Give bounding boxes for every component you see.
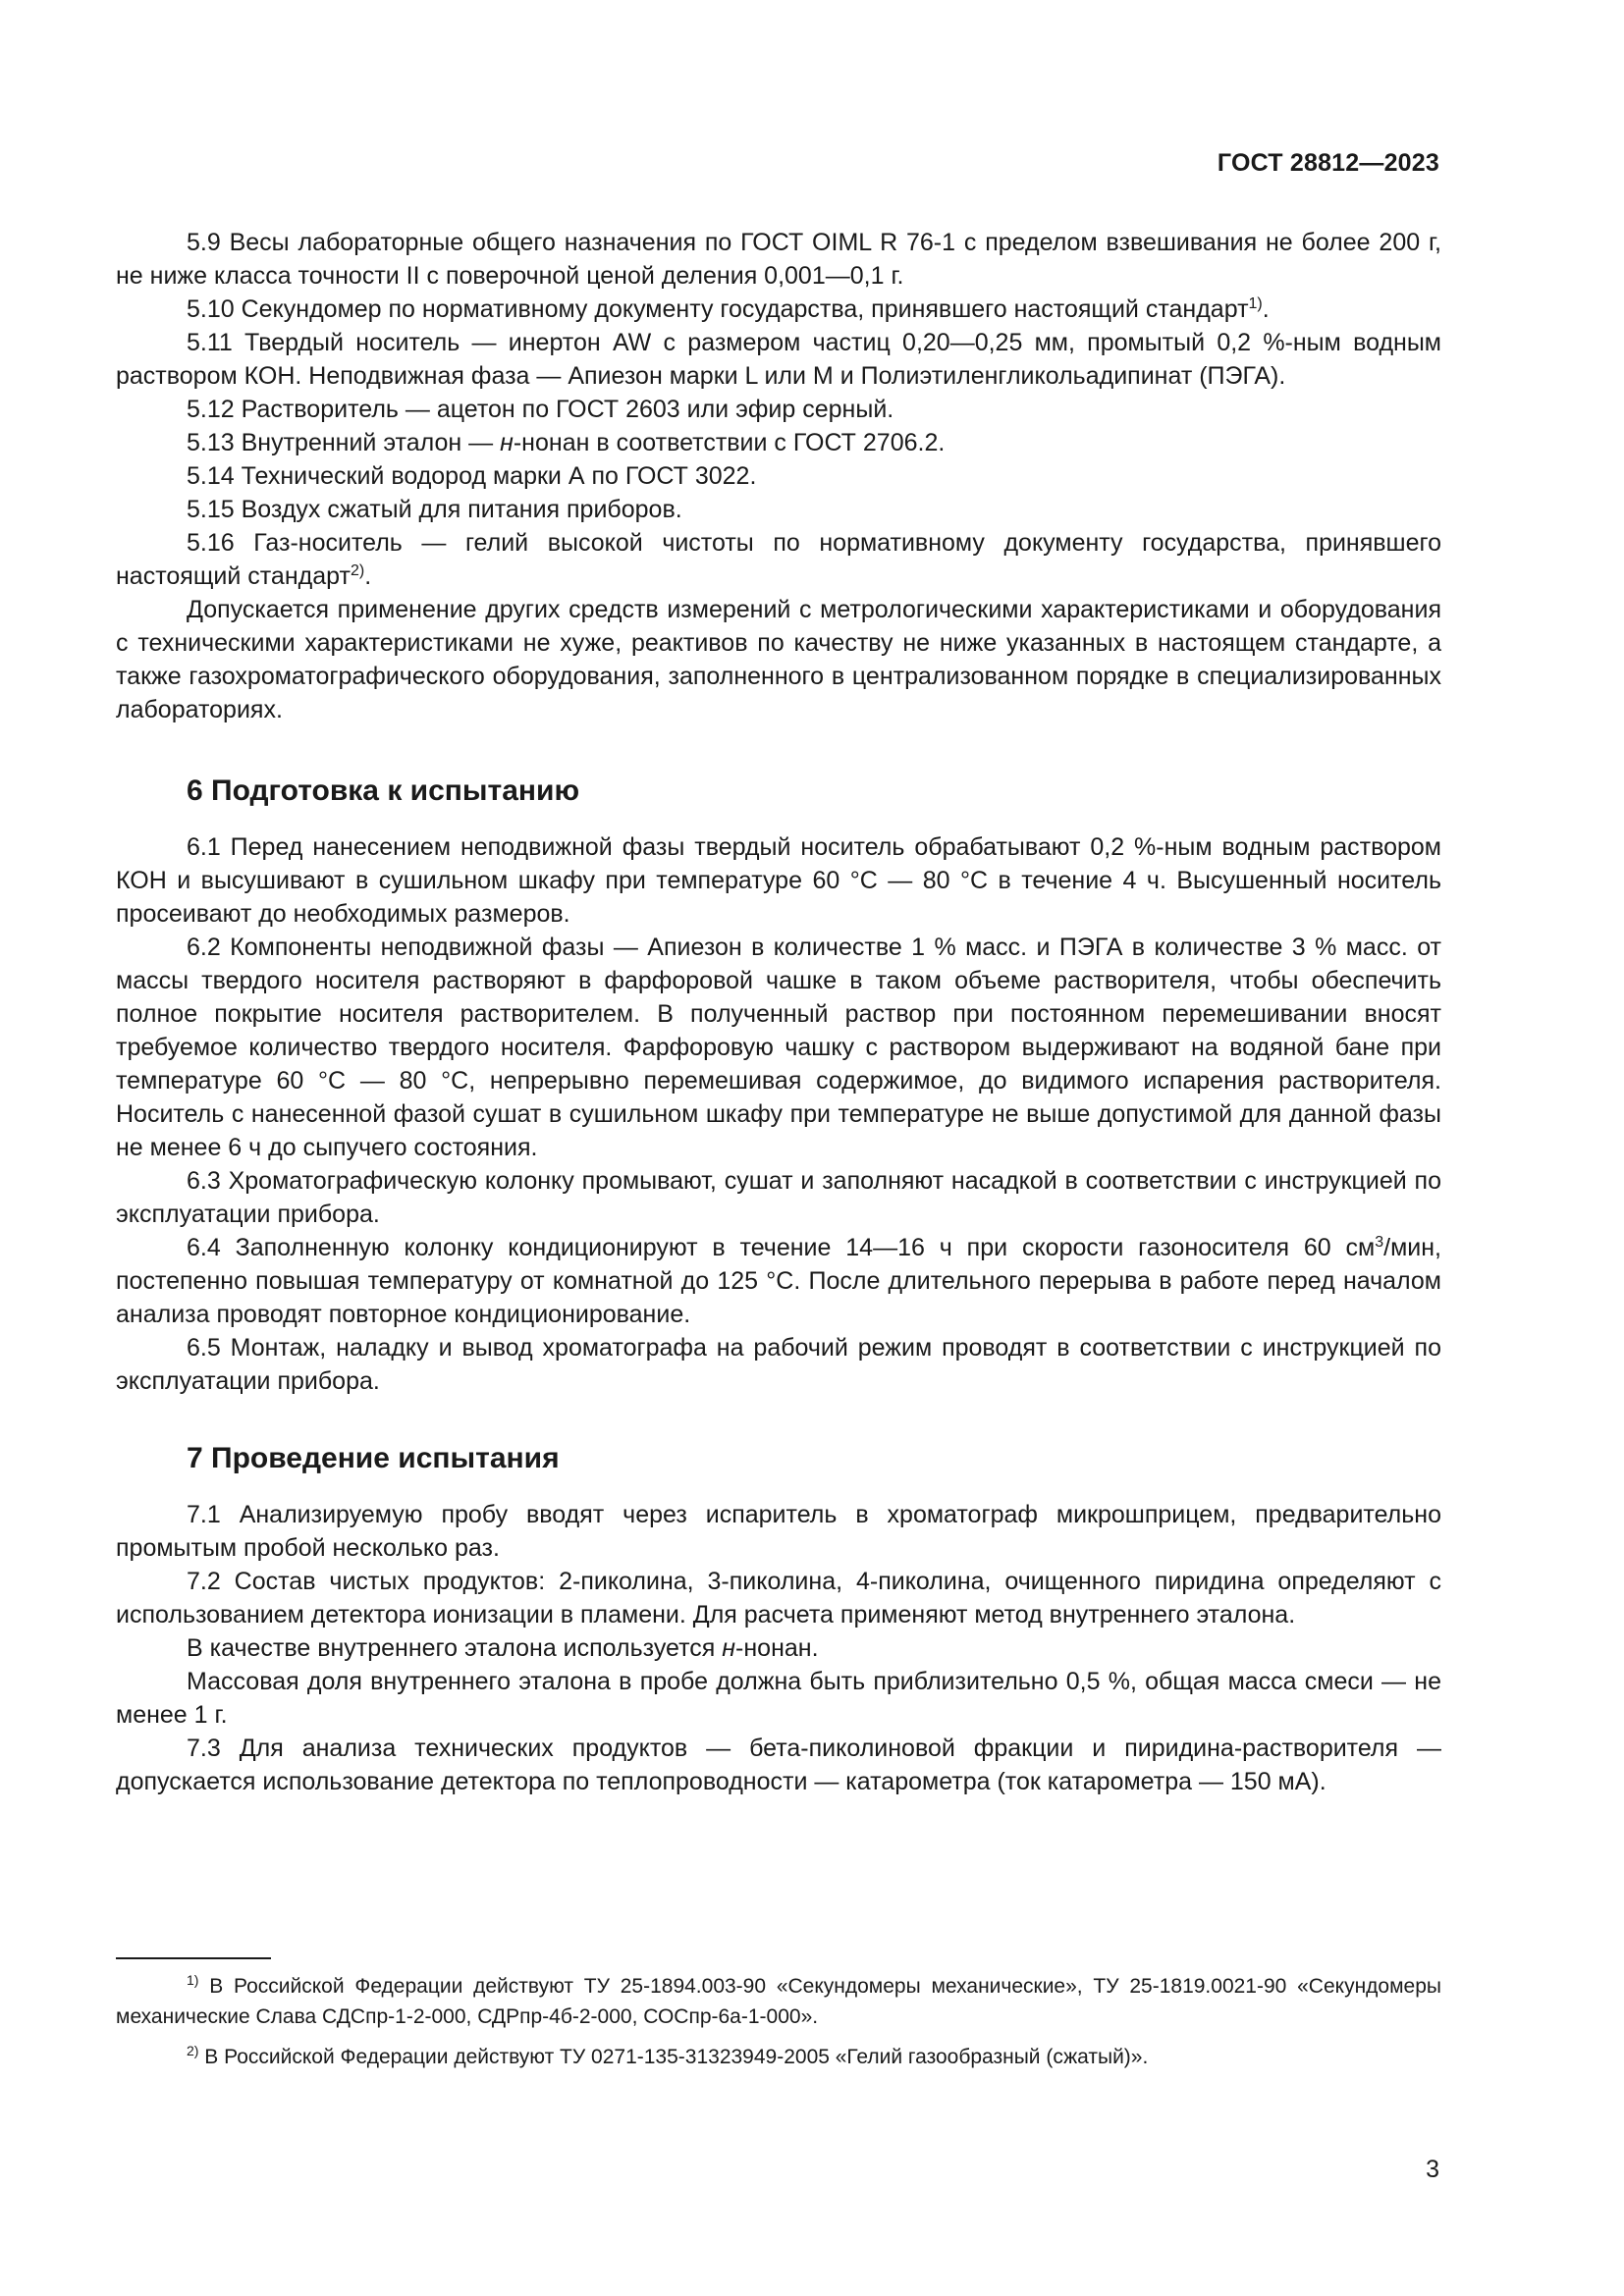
- section-7-heading: 7 Проведение испытания: [187, 1442, 560, 1474]
- clause-5-10-end: .: [1262, 295, 1270, 323]
- page-number: 3: [1426, 2156, 1439, 2183]
- clause-6-2: 6.2 Компоненты неподвижной фазы — Апиезон в количестве 1 % масс. и ПЭГА в количестве 3 % масс. от массы твердого носителя растворяют в фарфоровой чашке в таком объеме растворителя, чтобы обеспечить полное покрытие носителя растворителем. В полученный раствор при постоянном перемешивании вносят требуемое количество твердого носителя. Фарфоровую чашку с раствором выдерживают на водяной бане при температуре 60 °С — 80 °С, непрерывно перемешивая содержимое, до видимого испарения растворителя. Носитель с нанесенной фазой сушат в сушильном шкафу при температуре не выше допустимой для данной фазы не менее 6 ч до сыпучего состояния.: [116, 934, 1441, 1161]
- clause-7-2-b-italic: н: [722, 1634, 736, 1662]
- footnote-separator: [116, 1957, 271, 1959]
- clause-5-11: 5.11 Твердый носитель — инертон AW с размером частиц 0,20—0,25 мм, промытый 0,2 %-ным водным раствором КОН. Неподвижная фаза — Апиезон марки L или M и Полиэтиленгликольадипинат (ПЭГА).: [116, 329, 1441, 390]
- clause-7-2-mass-fraction: Массовая доля внутреннего эталона в пробе должна быть приблизительно 0,5 %, общая масса смеси — не менее 1 г.: [116, 1668, 1441, 1729]
- clause-6-4-b: /мин, постепенно повышая температуру от комнатной до 125 °С. После длительного перерыва в работе перед началом анализа проводят повторное кондиционирование.: [116, 1234, 1441, 1328]
- footnotes: [116, 1957, 1441, 2082]
- document-header: ГОСТ 28812—2023: [1217, 149, 1439, 177]
- clause-6-1: 6.1 Перед нанесением неподвижной фазы твердый носитель обрабатывают 0,2 %-ным водным раствором КОН и высушивают в сушильном шкафу при температуре 60 °С — 80 °С в течение 4 ч. Высушенный носитель просеивают до необходимых размеров.: [116, 833, 1441, 928]
- clause-5-10: [116, 293, 1441, 326]
- clause-5-15: 5.15 Воздух сжатый для питания приборов.: [187, 496, 682, 523]
- clause-7-1: 7.1 Анализируемую пробу вводят через испаритель в хроматограф микрошприцем, предварительно промытым пробой несколько раз.: [116, 1501, 1441, 1562]
- clause-6-4-a: 6.4 Заполненную колонку кондиционируют в течение 14—16 ч при скорости газоносителя 60 см: [187, 1234, 1376, 1261]
- clause-7-3: 7.3 Для анализа технических продуктов — бета-пиколиновой фракции и пиридина-растворителя — допускается использование детектора по теплопроводности — катарометра (ток катарометра — 150 мА).: [116, 1735, 1441, 1795]
- clause-5-16: [116, 526, 1441, 593]
- footnote-1: [116, 1971, 1441, 2032]
- clause-6-4: [116, 1231, 1441, 1331]
- clause-5-16-end: .: [364, 562, 372, 590]
- clause-5-9: 5.9 Весы лабораторные общего назначения по ГОСТ OIML R 76-1 с пределом взвешивания не более 200 г, не ниже класса точности II с поверочной ценой деления 0,001—0,1 г.: [116, 229, 1441, 290]
- clause-7-2-internal-standard: [116, 1631, 1441, 1665]
- clause-7-2-b-a: В качестве внутреннего эталона используется: [187, 1634, 723, 1662]
- clause-7-2-b-c: -нонан.: [735, 1634, 819, 1662]
- clause-7-2: 7.2 Состав чистых продуктов: 2-пиколина, 3-пиколина, 4-пиколина, очищенного пиридина определяют с использованием детектора ионизации в пламени. Для расчета применяют метод внутреннего эталона.: [116, 1568, 1441, 1629]
- clause-5-13-italic: н: [500, 429, 514, 456]
- clause-5-13: [116, 426, 1441, 459]
- footnote-1-mark: 1): [187, 1972, 199, 1988]
- footnote-ref-2: 2): [350, 562, 365, 579]
- clause-5-14: 5.14 Технический водород марки А по ГОСТ 3022.: [187, 462, 757, 490]
- clause-5-allowed: Допускается применение других средств измерений с метрологическими характеристиками и оборудования с техническими характеристиками не хуже, реактивов по качеству не ниже указанных в настоящем стандарте, а также газохроматографического оборудования, заполненного в централизованном порядке в специализированных лабораториях.: [116, 596, 1441, 723]
- clause-6-5: 6.5 Монтаж, наладку и вывод хроматографа на рабочий режим проводят в соответствии с инструкцией по эксплуатации прибора.: [116, 1334, 1441, 1395]
- clause-5-13-c: -нонан в соответствии с ГОСТ 2706.2.: [513, 429, 946, 456]
- footnote-2-mark: 2): [187, 2043, 199, 2058]
- document-body: [116, 226, 1441, 1798]
- footnote-ref-1: 1): [1248, 295, 1263, 312]
- clause-5-10-text: 5.10 Секундомер по нормативному документу государства, принявшего настоящий стандарт: [187, 295, 1249, 323]
- footnote-2-text: В Российской Федерации действуют ТУ 0271-135-31323949-2005 «Гелий газообразный (сжатый)».: [198, 2046, 1149, 2068]
- clause-6-4-superscript: 3: [1375, 1234, 1384, 1251]
- section-6-heading: 6 Подготовка к испытанию: [187, 774, 580, 807]
- clause-5-13-a: 5.13 Внутренний эталон —: [187, 429, 501, 456]
- footnote-1-text: В Российской Федерации действуют ТУ 25-1894.003-90 «Секундомеры механические», ТУ 25-1819.0021-90 «Секундомеры механические Слава СДСпр-1-2-000, СДРпр-4б-2-000, СОСпр-6а-1-000».: [116, 1975, 1441, 2028]
- clause-6-3: 6.3 Хроматографическую колонку промывают, сушат и заполняют насадкой в соответствии с инструкцией по эксплуатации прибора.: [116, 1167, 1441, 1228]
- clause-5-16-text: 5.16 Газ-носитель — гелий высокой чистоты по нормативному документу государства, принявшего настоящий стандарт: [116, 529, 1441, 590]
- footnote-2: [116, 2042, 1441, 2072]
- clause-5-12: 5.12 Растворитель — ацетон по ГОСТ 2603 или эфир серный.: [187, 396, 894, 423]
